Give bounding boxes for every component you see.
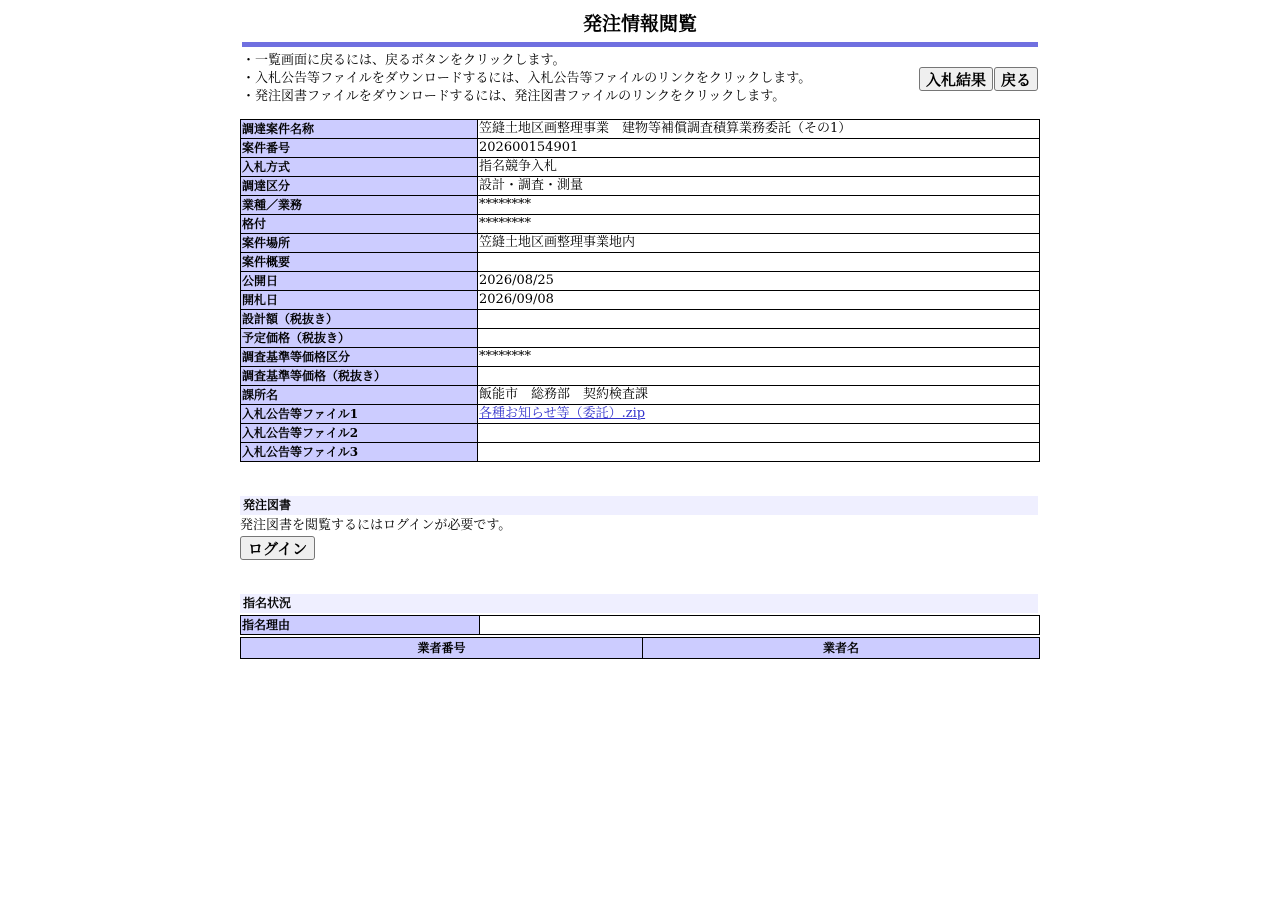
detail-value: [478, 253, 1040, 272]
table-row: [241, 616, 1040, 635]
detail-value: ********: [478, 215, 1040, 234]
detail-value: ********: [478, 348, 1040, 367]
detail-label: 設計額（税抜き）: [241, 310, 478, 329]
nomination-reason-label: 指名理由: [241, 616, 480, 635]
table-row: [241, 443, 1040, 462]
detail-label: 調査基準等価格（税抜き）: [241, 367, 478, 386]
action-buttons: [918, 67, 1038, 91]
order-docs-header: 発注図書: [240, 496, 1038, 515]
table-row: [241, 386, 1040, 405]
table-row: [241, 367, 1040, 386]
table-row: [241, 139, 1040, 158]
table-row: [241, 405, 1040, 424]
detail-value: 笠縫土地区画整理事業地内: [478, 234, 1040, 253]
detail-value: [478, 367, 1040, 386]
nomination-reason-value: [480, 616, 1040, 635]
table-row: [241, 234, 1040, 253]
table-row: [241, 196, 1040, 215]
detail-label: 開札日: [241, 291, 478, 310]
help-list: [242, 52, 811, 106]
detail-label: 入札方式: [241, 158, 478, 177]
detail-label: 入札公告等ファイル2: [241, 424, 478, 443]
nomination-reason-table: [240, 615, 1040, 635]
detail-value: 笠縫土地区画整理事業 建物等補償調査積算業務委託（その1）: [478, 120, 1040, 139]
table-row: [241, 424, 1040, 443]
table-row: [241, 291, 1040, 310]
detail-value: 2026/08/25: [478, 272, 1040, 291]
detail-label: 業種／業務: [241, 196, 478, 215]
detail-value: [478, 443, 1040, 462]
table-row: [241, 177, 1040, 196]
detail-value: 指名競争入札: [478, 158, 1040, 177]
table-row: [241, 215, 1040, 234]
table-row: [241, 120, 1040, 139]
detail-value: 設計・調査・測量: [478, 177, 1040, 196]
detail-value: 飯能市 総務部 契約検査課: [478, 386, 1040, 405]
page-container: [240, 0, 1040, 659]
detail-label: 調達区分: [241, 177, 478, 196]
detail-value: [478, 424, 1040, 443]
help-line: ・発注図書ファイルをダウンロードするには、発注図書ファイルのリンクをクリックします。: [242, 89, 786, 104]
table-row: [241, 310, 1040, 329]
detail-label: 案件概要: [241, 253, 478, 272]
detail-label: 課所名: [241, 386, 478, 405]
detail-value: [478, 329, 1040, 348]
vendor-table: [240, 637, 1040, 659]
detail-label: 入札公告等ファイル1: [241, 405, 478, 424]
page-title: 発注情報閲覧: [582, 13, 697, 35]
table-row: [241, 329, 1040, 348]
login-button[interactable]: ログイン: [240, 536, 315, 560]
login-required-message: 発注図書を閲覧するにはログインが必要です。: [240, 518, 512, 533]
table-row: [241, 272, 1040, 291]
detail-label: 入札公告等ファイル3: [241, 443, 478, 462]
detail-label: 案件場所: [241, 234, 478, 253]
detail-value: 202600154901: [478, 139, 1040, 158]
detail-label: 公開日: [241, 272, 478, 291]
back-button[interactable]: 戻る: [994, 67, 1038, 91]
detail-label: 調査基準等価格区分: [241, 348, 478, 367]
table-row: [241, 253, 1040, 272]
help-area: [240, 47, 1040, 119]
detail-table: [240, 119, 1040, 462]
detail-value: [478, 405, 1040, 424]
vendor-table-header-row: [241, 638, 1040, 659]
detail-label: 案件番号: [241, 139, 478, 158]
help-line: ・一覧画面に戻るには、戻るボタンをクリックします。: [242, 53, 566, 68]
detail-value: 2026/09/08: [478, 291, 1040, 310]
table-row: [241, 348, 1040, 367]
detail-value: ********: [478, 196, 1040, 215]
help-line: ・入札公告等ファイルをダウンロードするには、入札公告等ファイルのリンクをクリックします。: [242, 71, 812, 86]
table-row: [241, 158, 1040, 177]
file-download-link[interactable]: 各種お知らせ等（委託）.zip: [479, 406, 646, 421]
detail-value: [478, 310, 1040, 329]
column-header-vendor-number: 業者番号: [241, 638, 643, 659]
bid-result-button[interactable]: 入札結果: [919, 67, 993, 91]
detail-label: 予定価格（税抜き）: [241, 329, 478, 348]
detail-label: 格付: [241, 215, 478, 234]
detail-label: 調達案件名称: [241, 120, 478, 139]
column-header-vendor-name: 業者名: [643, 638, 1040, 659]
nomination-header: 指名状況: [240, 594, 1038, 613]
